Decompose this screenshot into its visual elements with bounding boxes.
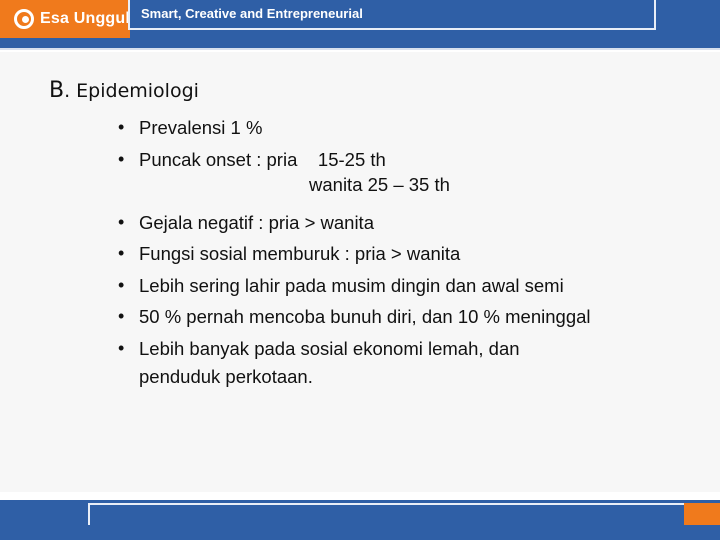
bullet-text: Lebih banyak pada sosial ekonomi lemah, dan [139,337,520,359]
bullet-list [118,112,708,390]
bullet-text: Puncak onset : pria 15-25 th [139,148,386,170]
bullet-text: Gejala negatif : pria > wanita [139,211,374,233]
bullet-item [118,207,708,239]
header-bar [0,0,720,50]
footer-accent [684,503,720,525]
slide-heading [49,78,199,103]
onset-sub-line: wanita 25 – 35 th [309,174,450,195]
bullet-text: Lebih sering lahir pada musim dingin dan awal semi [139,274,564,296]
bullet-item [118,112,708,144]
logo [0,0,130,38]
bullet-icon: • [118,337,125,358]
bullet-text: Fungsi sosial memburuk : pria > wanita [139,243,461,264]
bullet-text: Prevalensi 1 % [139,117,263,138]
bullet-item [118,144,708,176]
bullet-item [118,301,708,333]
logo-icon [14,9,34,29]
bullet-icon: • [118,274,125,295]
bullet-item [118,238,708,270]
bullet-icon: • [118,306,125,326]
bullet-continuation-text: penduduk perkotaan. [139,366,313,387]
bullet-continuation [118,364,708,390]
heading-letter: B [49,78,65,103]
bullet-text: 50 % pernah mencoba bunuh diri, dan 10 % meninggal [139,306,591,327]
logo-text: Esa Unggul [40,10,131,27]
bullet-icon: • [118,243,125,263]
footer-frame [88,503,713,525]
heading-text: . Epidemiologi [64,80,199,102]
bullet-item [118,333,708,365]
bullet-icon: • [118,211,125,232]
bullet-icon: • [118,148,125,169]
tagline: Smart, Creative and Entrepreneurial [141,6,363,21]
bullet-icon: • [118,117,125,137]
bullet-item [118,270,708,302]
